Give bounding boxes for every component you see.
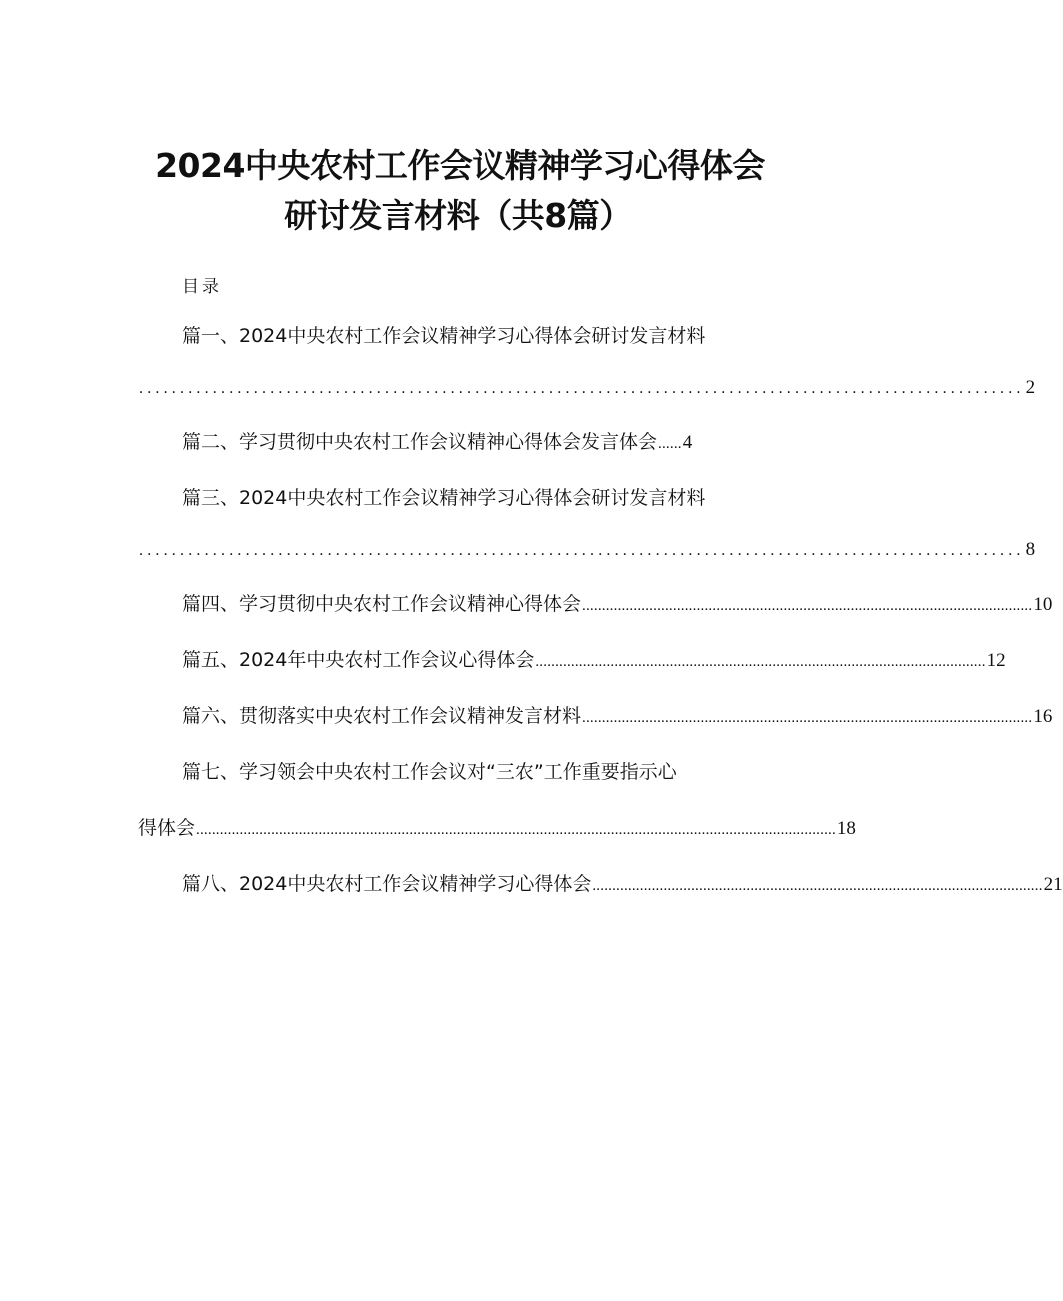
toc-entry-label: 篇五、2024年中央农村工作会议心得体会 <box>182 649 535 671</box>
toc-entry-page: 16 <box>1033 706 1053 727</box>
toc-entry-8[interactable] <box>182 872 1063 898</box>
dot-leader: .................................................................................................................. <box>582 598 1033 614</box>
toc-entry-6[interactable] <box>182 704 1053 730</box>
dot-leader: .................................................................................................................. <box>592 878 1043 894</box>
document-title-line-2: 研讨发言材料（共8篇） <box>284 196 632 235</box>
dot-leader: .................................................................................................................................................................. <box>196 822 836 838</box>
toc-entry-page: 21 <box>1043 874 1063 895</box>
dot-leader: ............................................................................................................ <box>139 542 1025 559</box>
dot-leader: ............................................................................................................ <box>139 380 1025 397</box>
toc-entry-7[interactable] <box>182 760 677 784</box>
toc-entry-5[interactable] <box>182 648 1006 674</box>
toc-entry-label: 篇三、2024中央农村工作会议精神学习心得体会研讨发言材料 <box>182 487 706 509</box>
toc-entry-4[interactable] <box>182 592 1053 618</box>
toc-entry-label: 篇七、学习领会中央农村工作会议对“三农”工作重要指示心 <box>182 761 677 783</box>
dot-leader: ...... <box>658 436 682 452</box>
toc-entry-page: 12 <box>986 650 1006 671</box>
dot-leader: .................................................................................................................. <box>535 654 986 670</box>
toc-entry-label: 篇四、学习贯彻中央农村工作会议精神心得体会 <box>182 593 582 615</box>
toc-entry-page: 2 <box>1025 377 1036 398</box>
toc-entry-page: 18 <box>836 818 856 839</box>
toc-entry-label-continuation: 得体会 <box>138 817 196 839</box>
toc-entry-label: 篇二、学习贯彻中央农村工作会议精神心得体会发言体会 <box>182 431 658 453</box>
toc-entry-page: 10 <box>1033 594 1053 615</box>
toc-entry-label: 篇六、贯彻落实中央农村工作会议精神发言材料 <box>182 705 582 727</box>
dot-leader: .................................................................................................................. <box>582 710 1033 726</box>
toc-entry-page: 4 <box>682 432 693 453</box>
toc-heading: 目录 <box>182 277 222 297</box>
toc-entry-label: 篇八、2024中央农村工作会议精神学习心得体会 <box>182 873 592 895</box>
document-title-line-1: 2024中央农村工作会议精神学习心得体会 <box>155 146 765 185</box>
toc-entry-2[interactable] <box>182 430 692 456</box>
toc-entry-3-leader[interactable] <box>138 538 1036 563</box>
toc-entry-page: 8 <box>1025 539 1036 560</box>
toc-entry-3[interactable] <box>182 486 705 510</box>
toc-entry-1-leader[interactable] <box>138 376 1036 401</box>
toc-entry-1[interactable] <box>182 324 705 348</box>
toc-entry-7-continuation[interactable] <box>138 816 856 842</box>
toc-entry-label: 篇一、2024中央农村工作会议精神学习心得体会研讨发言材料 <box>182 325 706 347</box>
